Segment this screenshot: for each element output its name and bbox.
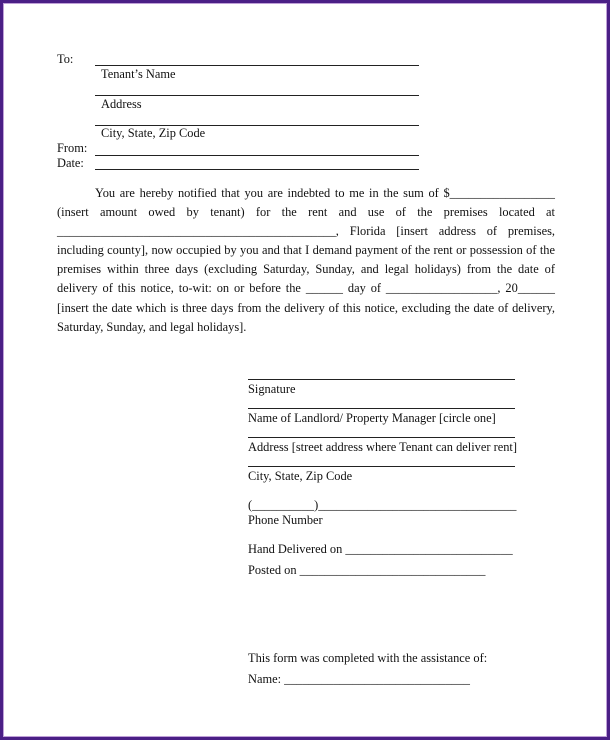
date-label: Date: bbox=[57, 156, 84, 170]
notice-text: You are hereby notified that you are indebted to me in the sum of $_________________ (insert amount owed by tenant) for the rent and use of the premises located at _____________________________________________, Florida [insert address of premises, including county], now occupied by you and that I demand payment of the rent or possession of the premises within three days (excluding Saturday, Sunday, and legal holidays) from the date of delivery of this notice, to-wit: on or before the ______ day of __________________, 20______ [insert the date which is three days from the delivery of this notice, excluding the date of delivery, Saturday, Sunday, and legal holidays]. bbox=[57, 186, 555, 334]
landlord-city-line bbox=[248, 466, 515, 467]
hand-delivered-line: Hand Delivered on ___________________________ bbox=[248, 542, 513, 556]
tenant-name-label: Tenant’s Name bbox=[101, 67, 176, 81]
address-line bbox=[95, 95, 419, 96]
landlord-address-label: Address [street address where Tenant can deliver rent] bbox=[248, 440, 517, 454]
from-label: From: bbox=[57, 141, 88, 155]
landlord-city-label: City, State, Zip Code bbox=[248, 469, 353, 483]
to-label: To: bbox=[57, 52, 74, 66]
phone-line: (__________)________________________________ bbox=[248, 498, 517, 512]
signature-line bbox=[248, 379, 515, 380]
signature-label: Signature bbox=[248, 382, 296, 396]
from-line bbox=[95, 155, 419, 156]
assistance-text: This form was completed with the assistance of: bbox=[248, 651, 488, 665]
city-state-zip-label: City, State, Zip Code bbox=[101, 126, 206, 140]
assistance-name-line: Name: ______________________________ bbox=[248, 672, 470, 686]
posted-on-line: Posted on ______________________________ bbox=[248, 563, 486, 577]
landlord-name-label: Name of Landlord/ Property Manager [circle one] bbox=[248, 411, 496, 425]
date-line bbox=[95, 169, 419, 170]
to-line bbox=[95, 65, 419, 66]
address-label: Address bbox=[101, 97, 142, 111]
phone-label: Phone Number bbox=[248, 513, 323, 527]
landlord-name-line bbox=[248, 408, 515, 409]
notice-paragraph bbox=[57, 184, 555, 337]
landlord-address-line bbox=[248, 437, 515, 438]
